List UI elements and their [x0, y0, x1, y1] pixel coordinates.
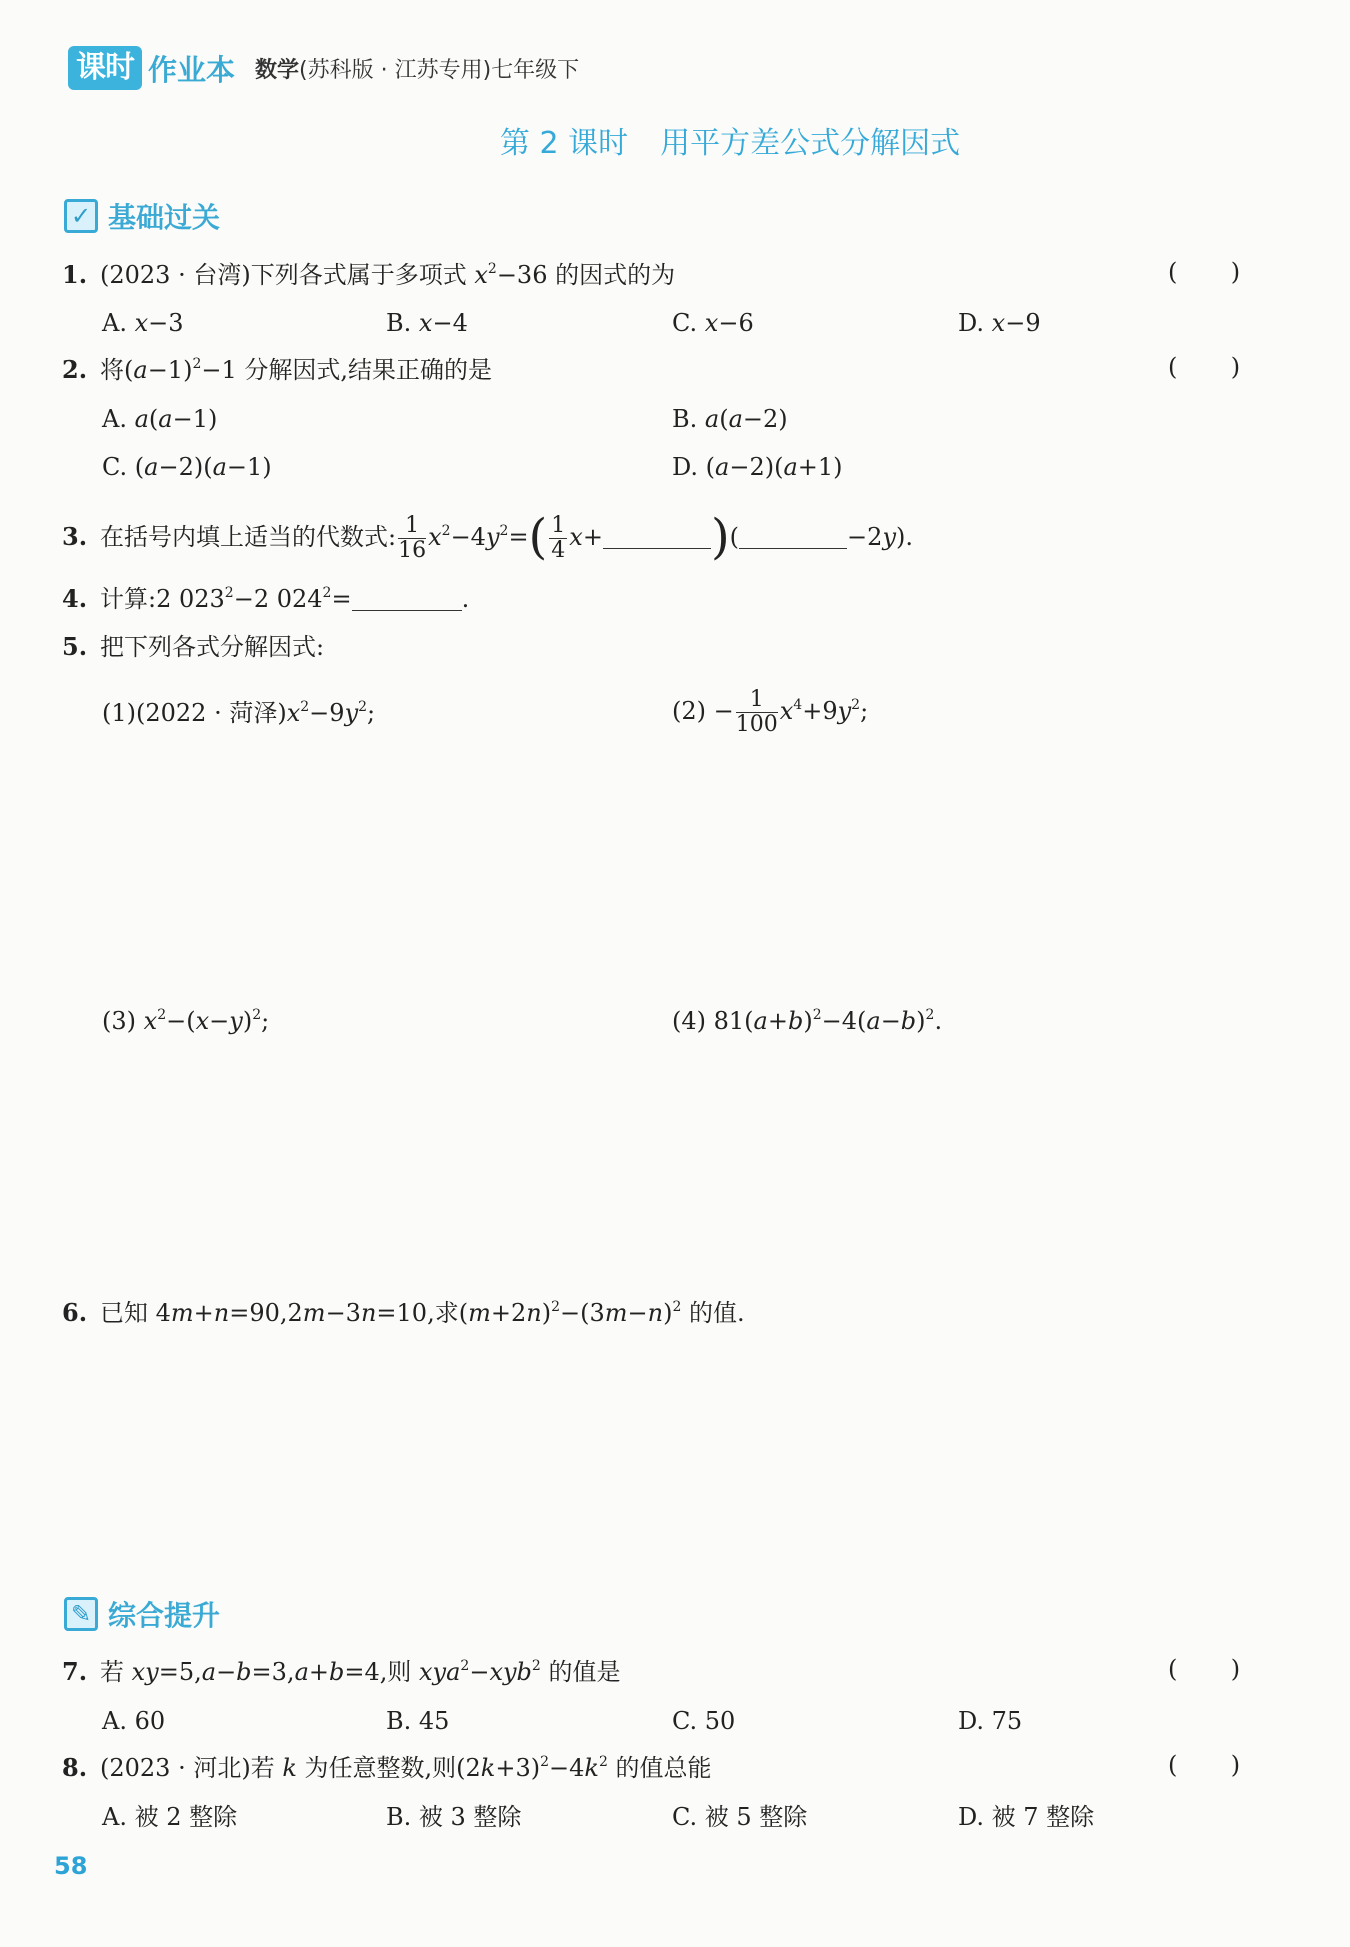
checkbox-icon: ✓ — [64, 199, 98, 233]
pencil-icon: ✎ — [64, 1597, 98, 1631]
edition: (苏科版 · 江苏专用)七年级下 — [299, 57, 580, 83]
answer-paren[interactable]: ( ) — [1168, 1751, 1241, 1779]
question-6: 6. 已知 4m+n=90,2m−3n=10,求$(m+2n)^2-(3m-n)^2$ 的值. — [62, 1298, 745, 1327]
brand-header — [68, 46, 579, 90]
subject: 数学 — [255, 57, 300, 83]
fill-blank[interactable] — [352, 586, 462, 611]
section-basic — [64, 196, 220, 236]
answer-paren[interactable]: ( ) — [1168, 1655, 1241, 1683]
option-a[interactable]: A. 60 — [102, 1707, 166, 1735]
subquestion-1: (1)(2022 · 菏泽)$x^2-9y^2$; — [102, 699, 376, 727]
question-5: 5. 把下列各式分解因式: — [62, 632, 325, 661]
option-b[interactable]: B. 45 — [386, 1707, 450, 1735]
option-c[interactable]: C. (a−2)(a−1) — [102, 453, 272, 481]
question-source: (2023 · 台湾) — [100, 261, 251, 289]
subquestion-3: (3) $x^2-(x-y)^2$; — [102, 1007, 270, 1035]
question-7: 7. 若 xy=5,a−b=3,a+b=4,则 xya$^2$−xyb$^2$ 的值是 — [62, 1657, 621, 1686]
lesson-title — [0, 118, 1350, 162]
option-d[interactable]: D. (a−2)(a+1) — [672, 453, 843, 481]
brand-name: 作业本 — [148, 52, 236, 87]
subject-label — [255, 53, 579, 84]
answer-paren[interactable]: ( ) — [1168, 353, 1241, 381]
option-d[interactable]: D. 75 — [958, 1707, 1023, 1735]
option-c[interactable]: C. x−6 — [672, 309, 754, 337]
option-c[interactable]: C. 50 — [672, 1707, 736, 1735]
option-b[interactable]: B. 被 3 整除 — [386, 1803, 522, 1831]
question-stem-tail: −36 的因式的为 — [496, 261, 676, 289]
subquestion-4: (4) $81(a+b)^2-4(a-b)^2$. — [672, 1007, 943, 1035]
lesson-topic: 用平方差公式分解因式 — [660, 126, 961, 161]
option-a[interactable]: A. a(a−1) — [102, 405, 218, 433]
question-4: 4. 计算:2 $023^2-2$ $024^2=$ . — [62, 584, 470, 613]
fraction: $\frac{1}{16}$ — [398, 513, 427, 563]
option-b[interactable]: B. a(a−2) — [672, 405, 788, 433]
question-3: 3. 在括号内填上适当的代数式: $\frac{1}{16}$ $x^2-4y^2=$( $\frac{1}{4}$ x+ )( −2y). — [62, 509, 913, 565]
section-advanced-title: 综合提升 — [108, 1599, 221, 1632]
question-number: 1. — [62, 260, 88, 289]
fraction: $\frac{1}{4}$ — [551, 513, 566, 563]
fill-blank[interactable] — [739, 524, 847, 549]
lesson-label: 第 2 课时 — [499, 126, 629, 161]
fill-blank[interactable] — [603, 524, 711, 549]
option-b[interactable]: B. x−4 — [386, 309, 468, 337]
option-a[interactable]: A. x−3 — [102, 309, 184, 337]
option-c[interactable]: C. 被 5 整除 — [672, 1803, 808, 1831]
brand-logo: 课时 — [68, 46, 142, 90]
option-a[interactable]: A. 被 2 整除 — [102, 1803, 238, 1831]
question-1: 1. (2023 · 台湾)下列各式属于多项式 $x^2-36$ 的因式的为 — [62, 258, 675, 292]
question-stem: 下列各式属于多项式 — [250, 261, 475, 289]
fraction: $\frac{1}{100}$ — [735, 687, 778, 737]
page-number: 58 — [54, 1852, 88, 1880]
subquestion-2: (2) − $\frac{1}{100}$ $x^4+9y^2$; — [672, 687, 869, 737]
question-2: 2. 将$(a-1)^2-1$ 分解因式,结果正确的是 — [62, 355, 492, 384]
option-d[interactable]: D. x−9 — [958, 309, 1041, 337]
answer-paren[interactable]: ( ) — [1168, 258, 1241, 286]
section-advanced — [64, 1594, 220, 1634]
question-8: 8. (2023 · 河北)若 k 为任意整数,则$(2k+3)^2-4k^2$ 的值总能 — [62, 1753, 712, 1782]
option-d[interactable]: D. 被 7 整除 — [958, 1803, 1095, 1831]
section-basic-title: 基础过关 — [108, 201, 221, 234]
